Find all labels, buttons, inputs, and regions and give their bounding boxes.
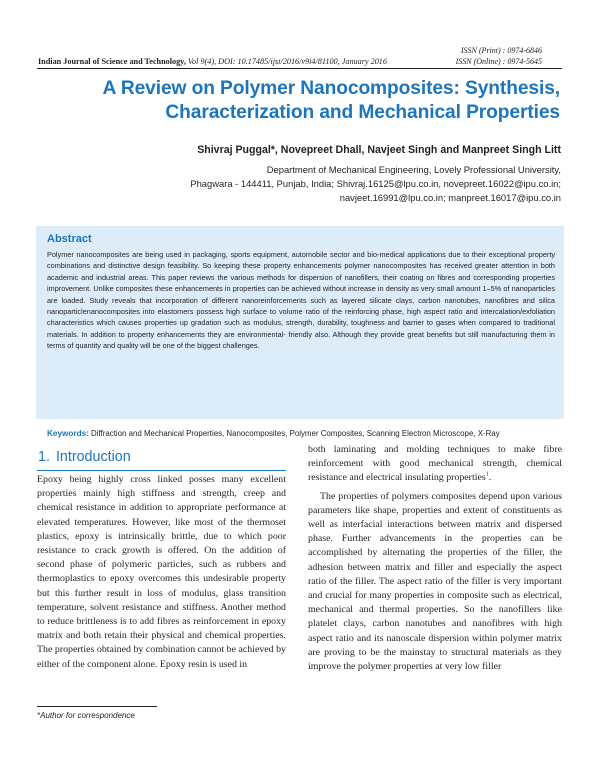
- section-heading-introduction: [38, 449, 131, 465]
- intro-paragraph-3: The properties of polymers composites depend upon various parameters like shape, properties and extent of constituents as well as interfacial interactions between matrix and dispersed phase. Further advancements in the properties can be accomplished by alternating the properties of the filler, the adhesion between matrix and filler and especially the aspect ratio of the filler. The aspect ratio of the filler is very important and crucial for many properties in composite such as electrical, mechanical and thermal properties. So the nanofillers like platelet clays, carbon nanotubes and nanofibres with high aspect ratio and its nanoscale dispersion within polymer matrix are proving to be the mainstay to structural materials as they improve the polymer properties at very low filler: [308, 490, 562, 673]
- paper-title: [20, 77, 560, 125]
- keywords: [47, 428, 552, 440]
- footnote: *Author for correspondence: [37, 711, 135, 720]
- journal-meta: Vol 9(4), DOI: 10.17485/ijst/2016/v9i4/81100, January 2016: [185, 57, 387, 66]
- journal-citation: [38, 57, 387, 66]
- affiliation-line-2: Phagwara - 144411, Punjab, India; Shivraj.16125@lpu.co.in, novepreet.16022@ipu.co.in;: [190, 178, 561, 189]
- intro-paragraph-2-text: both laminating and molding techniques to make fibre reinforcement with good mechanical strength, chemical resistance and electrical insulating properties: [308, 444, 562, 484]
- author-list: Shivraj Puggal*, Novepreet Dhall, Navjeet Singh and Manpreet Singh Litt: [197, 144, 561, 156]
- footnote-rule: [37, 706, 157, 707]
- issn-print: ISSN (Print) : 0974-6846: [460, 46, 542, 55]
- section-number: 1.: [38, 449, 50, 465]
- header-rule: [37, 68, 562, 69]
- intro-paragraph-2-end: .: [488, 472, 492, 484]
- abstract-heading: Abstract: [47, 233, 92, 245]
- affiliation: [190, 163, 561, 205]
- right-column: [308, 443, 562, 674]
- keywords-label: Keywords:: [47, 429, 89, 438]
- abstract-box: [36, 226, 564, 419]
- intro-paragraph-1: Epoxy being highly cross linked posses many excellent properties mainly high stiffness and strength, creep and chemical resistance in addition to appropriate performance at elevated temperatures. However, like most of the thermoset plastics, epoxy is intrinsically brittle, due to which poor resistance to crack growth is offered. On the addition of second phase of polymeric particles, such as rubbers and thermoplastics to epoxy overcomes this undesirable property but this further result in loss of modulus, glass transition temperature, solvent resistance and stiffness. Another method to reduce brittleness is to add fibres as reinforcement in epoxy matrix and both retain their physical and chemical properties. The properties obtained by combination cannot be achieved by either of the component alone. Epoxy resin is used in: [37, 474, 286, 670]
- citation-ref[interactable]: 1: [485, 472, 489, 479]
- left-column: [37, 473, 286, 672]
- title-line-1: A Review on Polymer Nanocomposites: Synthesis,: [102, 78, 560, 99]
- intro-paragraph-2: [308, 443, 562, 486]
- title-line-2: Characterization and Mechanical Properties: [165, 102, 560, 123]
- affiliation-line-3: navjeet.16991@lpu.co.in; manpreet.16017@ipu.co.in: [339, 192, 561, 203]
- issn-block: [456, 45, 542, 67]
- keywords-text: Diffraction and Mechanical Properties, Nanocomposites, Polymer Composites, Scanning Electron Microscope, X-Ray: [88, 429, 500, 438]
- journal-name: Indian Journal of Science and Technology,: [38, 57, 186, 66]
- section-rule: [37, 470, 286, 471]
- abstract-text: Polymer nanocomposites are being used in packaging, sports equipment, automobile sector and bio-medical applications due to their exceptional property combinations and distinctive design feasibility. So keeping these property enhancements polymer nanocomposites has received greater attention in both academic and industrial areas. This paper reviews the various methods for dispersion of nanofillers, their coating on fibres and corresponding properties improvement. Unlike composites these enhancements in properties can be achieved without increase in density as very small amount 1–5% of nanoparticles are loaded. Study reveals that incorporation of different nanoreinforcements such as layered silicate clays, carbon nanotubes, nanofibres and silica nanoparticlenanocomposites into elastomers possess high surface to volume ratio of the reinforcing phase, high aspect ratio and intercalation/exfoliation characteristics which causes properties up gradation such as modulus, strength, durability, toughness and barrier to gases when compared to traditional materials. In addition to property enhancements they are environmental- friendly also. Although they provide great benefits but still manufacturing them in terms of quantity and quality will be one of the biggest challenges.: [47, 250, 555, 351]
- affiliation-line-1: Department of Mechanical Engineering, Lovely Professional University,: [266, 164, 561, 175]
- section-title: Introduction: [55, 449, 131, 465]
- issn-online: ISSN (Online) : 0974-5645: [455, 57, 542, 66]
